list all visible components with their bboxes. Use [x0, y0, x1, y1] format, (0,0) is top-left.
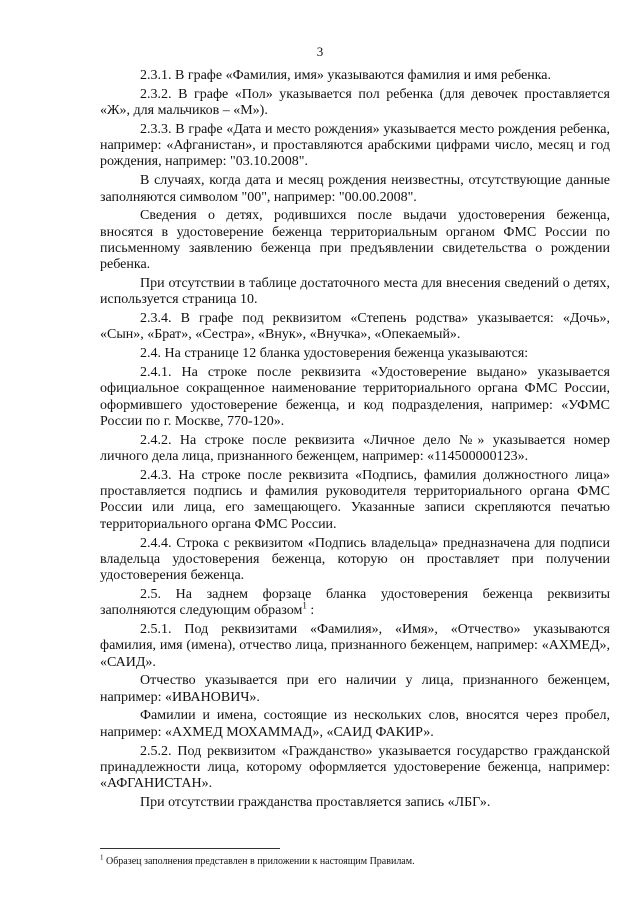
paragraph-2-4: 2.4. На странице 12 бланка удостоверения беженца указываются: [140, 346, 529, 362]
footnote-reference: 1 [302, 600, 307, 611]
paragraph-2-4-3: 2.4.3. На строке после реквизита «Подпись, фамилия должностного лица» проставляется подпись и фамилия руководителя территориального органа ФМС России или лица, его замещающего. Указанные записи скрепляются печатью территориального органа ФМС России. [100, 467, 610, 532]
footnote-marker: 1 [100, 853, 104, 862]
paragraph-2-5-text: 2.5. На заднем форзаце бланка удостоверения беженца реквизиты заполняются следующим образом [100, 586, 610, 619]
paragraph-multiword-names: Фамилии и имена, состоящие из нескольких слов, вносятся через пробел, например: «АХМЕД МОХАММАД», «САИД ФАКИР». [100, 708, 610, 740]
paragraph-2-3-4: 2.3.4. В графе под реквизитом «Степень родства» указывается: «Дочь», «Сын», «Брат», «Сестра», «Внук», «Внучка», «Опекаемый». [100, 311, 610, 343]
paragraph-2-4-2: 2.4.2. На строке после реквизита «Личное дело №» указывается номер личного дела лица, признанного беженцем, например: «114500000123». [100, 432, 610, 465]
paragraph-unknown-date: В случаях, когда дата и месяц рождения неизвестны, отсутствующие данные заполняются символом "00", например: "00.00.2008". [100, 173, 610, 205]
paragraph-2-4-4: 2.4.4. Строка с реквизитом «Подпись владельца» предназначена для подписи владельца удостоверения беженца, которую он проставляет при получении удостоверения беженца. [100, 535, 610, 584]
footnote [100, 853, 610, 868]
footnote-text: Образец заполнения представлен в приложении к настоящим Правилам. [103, 856, 415, 867]
paragraph-2-5-2: 2.5.2. Под реквизитом «Гражданство» указывается государство гражданской принадлежности лица, которому оформляется удостоверение беженца, например: «АФГАНИСТАН». [100, 743, 610, 792]
document-body [100, 68, 610, 811]
paragraph-2-3-3: 2.3.3. В графе «Дата и место рождения» указывается место рождения ребенка, например: «Афганистан», и проставляются арабскими цифрами число, месяц и год рождения, например: "03.10.2008". [100, 121, 610, 170]
paragraph-2-5 [100, 587, 610, 620]
paragraph-2-5-1: 2.5.1. Под реквизитами «Фамилия», «Имя», «Отчество» указываются фамилия, имя (имена), отчество лица, признанного беженцем, например: «АХМЕД», «САИД». [100, 622, 610, 670]
paragraph-patronymic: Отчество указывается при его наличии у лица, признанного беженцем, например: «ИВАНОВИЧ». [100, 673, 610, 705]
paragraph-page-10: При отсутствии в таблице достаточного места для внесения сведений о детях, используется страница 10. [100, 276, 610, 308]
page-number: 3 [316, 44, 324, 59]
paragraph-children-born-later: Сведения о детях, родившихся после выдачи удостоверения беженца, вносятся в удостоверение беженца территориальным органом ФМС России по письменному заявлению беженца при предъявлении свидетельства о рождении ребенка. [100, 208, 610, 273]
paragraph-stateless: При отсутствии гражданства проставляется запись «ЛБГ». [140, 794, 491, 810]
paragraph-2-3-1: 2.3.1. В графе «Фамилия, имя» указываются фамилия и имя ребенка. [140, 68, 552, 83]
paragraph-2-5-tail: : [306, 603, 315, 619]
paragraph-2-3-2: 2.3.2. В графе «Пол» указывается пол ребенка (для девочек проставляется «Ж», для мальчиков – «М»). [100, 86, 610, 119]
paragraph-2-4-1: 2.4.1. На строке после реквизита «Удостоверение выдано» указывается официальное сокращенное наименование территориального органа ФМС России, оформившего удостоверение беженца, и код подразделения, например: «УФМС России по г. Москве, 770-120». [100, 365, 610, 429]
footnote-divider [100, 848, 280, 849]
